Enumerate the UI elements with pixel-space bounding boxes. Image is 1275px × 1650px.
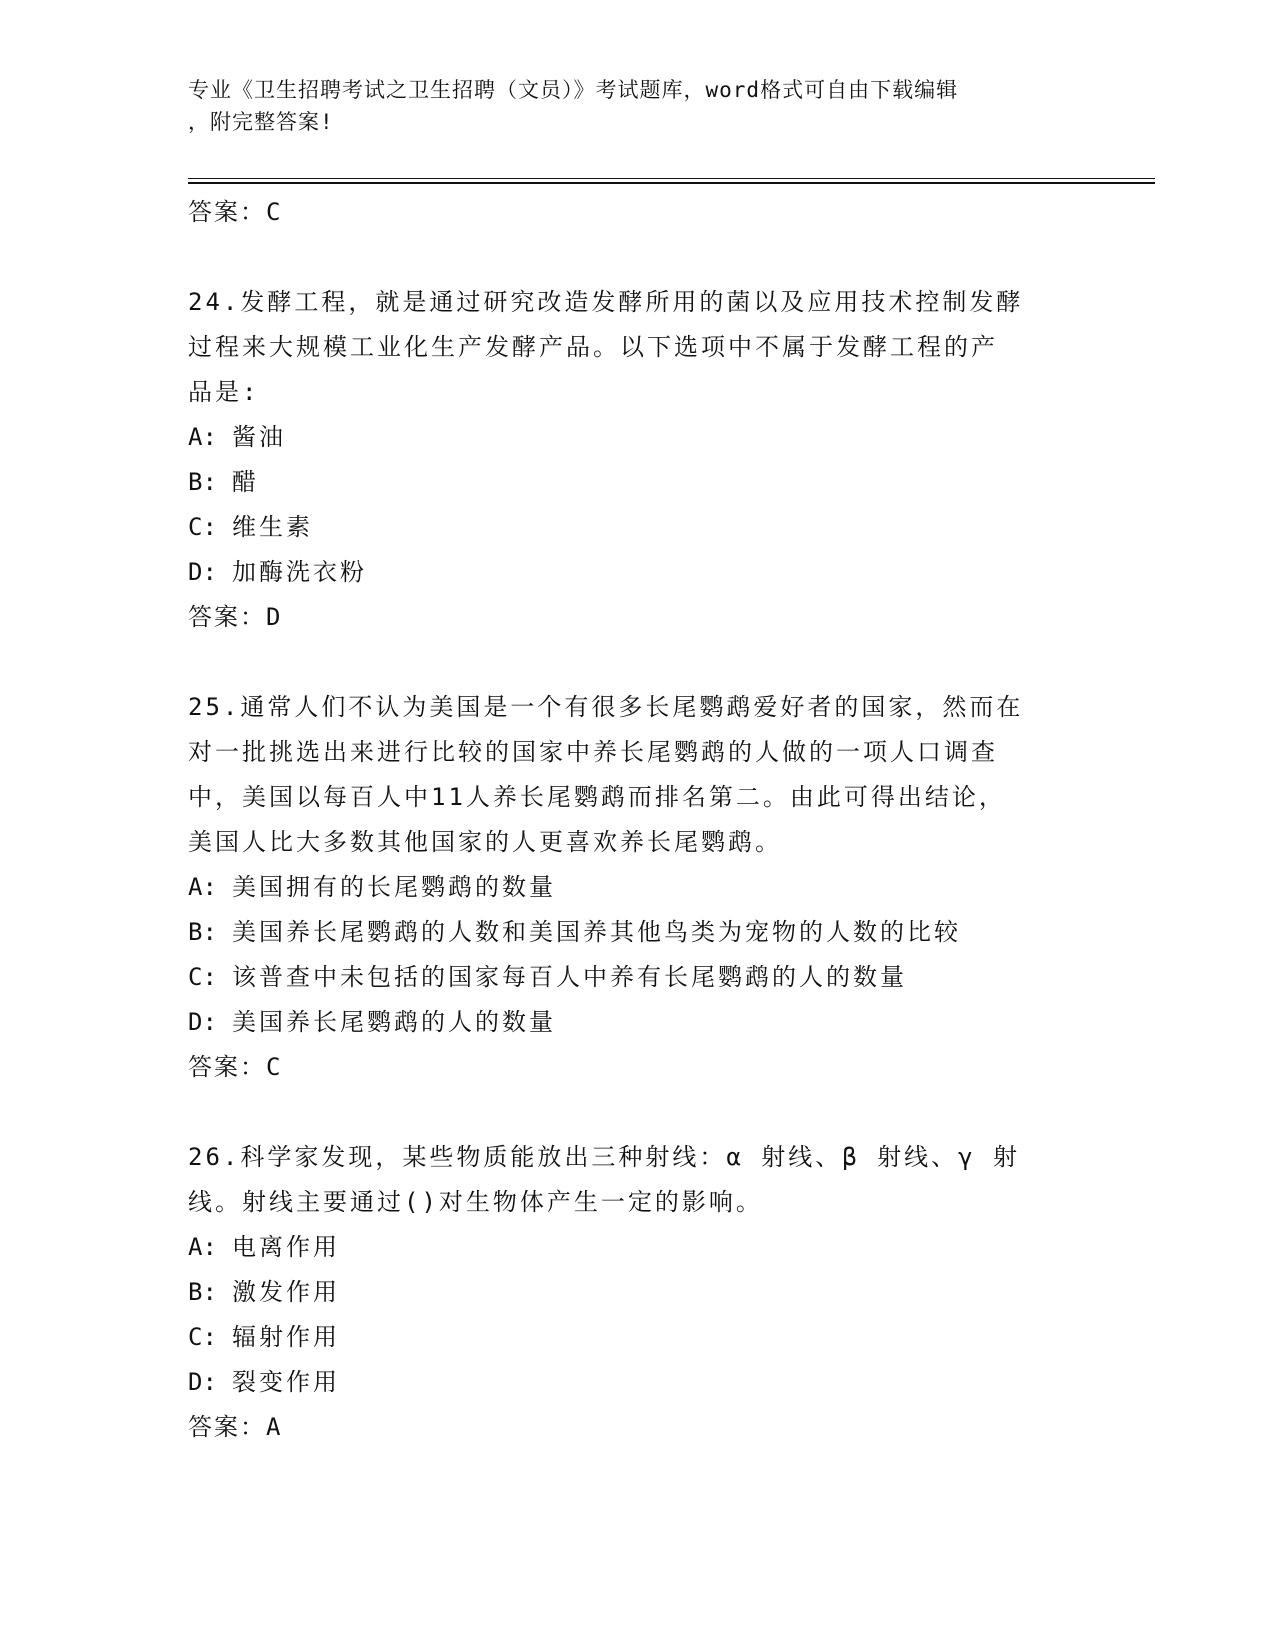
question-text-line: 24.发酵工程，就是通过研究改造发酵所用的菌以及应用技术控制发酵 [188,288,1024,316]
option-letter: A: [188,423,217,451]
option-d [188,550,1088,595]
option-letter: A: [188,873,217,901]
option-letter: A: [188,1233,217,1261]
option-d [188,1360,1088,1405]
option-a [188,865,1088,910]
option-text: 激发作用 [232,1278,340,1306]
option-letter: C: [188,513,217,541]
option-a [188,415,1088,460]
question-text-line: 中，美国以每百人中11人养长尾鹦鹉而排名第二。由此可得出结论， [188,783,1006,811]
question-text-line: 26.科学家发现，某些物质能放出三种射线：α 射线、β 射线、γ 射 [188,1143,1021,1171]
question-list [188,190,1088,1450]
question-24 [188,280,1088,640]
option-c [188,505,1088,550]
header-line-2: ，附完整答案! [188,110,334,134]
option-b [188,910,1088,955]
question-25 [188,685,1088,1090]
option-text: 维生素 [232,513,313,541]
answer-label: 答案：D [188,603,283,631]
option-text: 美国养长尾鹦鹉的人数和美国养其他鸟类为宠物的人数的比较 [232,918,961,946]
option-text: 美国拥有的长尾鹦鹉的数量 [232,873,556,901]
option-letter: B: [188,468,217,496]
option-text: 辐射作用 [232,1323,340,1351]
option-d [188,1000,1088,1045]
option-letter: D: [188,558,217,586]
option-text: 加酶洗衣粉 [232,558,367,586]
option-letter: B: [188,918,217,946]
question-text-line: 美国人比大多数其他国家的人更喜欢养长尾鹦鹉。 [188,828,782,856]
option-b [188,460,1088,505]
header-divider-thin [188,178,1155,179]
header-divider-thick [188,182,1155,184]
header-line-1: 专业《卫生招聘考试之卫生招聘（文员）》考试题库，word格式可自由下载编辑 [188,78,959,102]
answer-label: 答案：A [188,1413,283,1441]
question-text-line: 25.通常人们不认为美国是一个有很多长尾鹦鹉爱好者的国家，然而在 [188,693,1024,721]
option-text: 醋 [232,468,259,496]
option-text: 美国养长尾鹦鹉的人的数量 [232,1008,556,1036]
option-text: 酱油 [232,423,286,451]
option-letter: D: [188,1368,217,1396]
question-text-line: 对一批挑选出来进行比较的国家中养长尾鹦鹉的人做的一项人口调查 [188,738,998,766]
option-letter: C: [188,1323,217,1351]
answer-label: 答案：C [188,1053,283,1081]
option-text: 该普查中未包括的国家每百人中养有长尾鹦鹉的人的数量 [232,963,907,991]
option-letter: B: [188,1278,217,1306]
option-letter: C: [188,963,217,991]
page-header [188,74,1088,138]
option-c [188,1315,1088,1360]
option-a [188,1225,1088,1270]
question-text-line: 线。射线主要通过()对生物体产生一定的影响。 [188,1188,763,1216]
question-text-line: 品是: [188,378,260,406]
option-text: 裂变作用 [232,1368,340,1396]
prev-answer: 答案：C [188,198,283,226]
question-26 [188,1135,1088,1450]
option-text: 电离作用 [232,1233,340,1261]
question-text-line: 过程来大规模工业化生产发酵产品。以下选项中不属于发酵工程的产 [188,333,998,361]
option-letter: D: [188,1008,217,1036]
option-b [188,1270,1088,1315]
option-c [188,955,1088,1000]
